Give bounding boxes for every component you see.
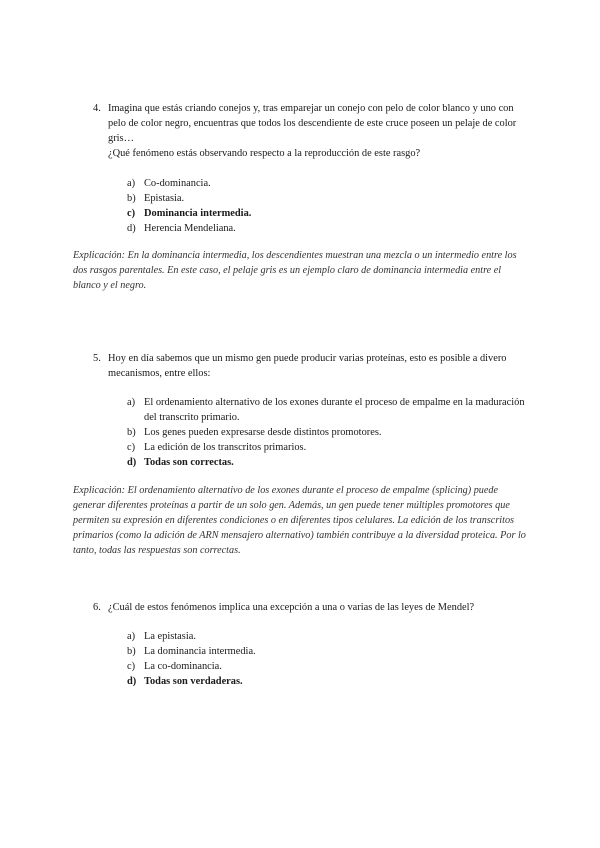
explanation-5: [73, 483, 528, 558]
options-list: [127, 395, 527, 470]
option-a[interactable]: a) El ordenamiento alternativo de los exones durante el proceso de empalme en la maduración del transcrito primario.: [127, 397, 525, 423]
explanation-text: El ordenamiento alternativo de los exones durante el proceso de empalme (splicing) puede generar diferentes proteínas a partir de un solo gen. Además, un gen puede tener múltiples promotores que permiten su expresión en diferentes condiciones o en diferentes tipos celulares. La edición de los transcritos primarios (como la adición de ARN mensajero alternativo) también contribuye a la diversidad proteica. Por lo tanto, todas las respuestas son correctas.: [73, 485, 526, 556]
question-4: [93, 101, 533, 161]
option-c-correct[interactable]: c) Dominancia intermedia.: [127, 208, 252, 219]
options-list: [127, 176, 527, 236]
option-d-correct[interactable]: d) Todas son correctas.: [127, 457, 234, 468]
option-c[interactable]: c) La edición de los transcritos primarios.: [127, 442, 307, 453]
option-b[interactable]: b) Los genes pueden expresarse desde distintos promotores.: [127, 427, 382, 438]
question-text: ¿Cuál de estos fenómenos implica una excepción a una o varias de las leyes de Mendel?: [108, 602, 475, 613]
option-d[interactable]: d) Herencia Mendeliana.: [127, 223, 236, 234]
explanation-text: En la dominancia intermedia, los descendientes muestran una mezcla o un intermedio entre los dos rasgos parentales. En este caso, el pelaje gris es un ejemplo claro de dominancia intermedia entre el blanco y el negro.: [73, 250, 517, 291]
question-5: [93, 351, 533, 381]
option-b[interactable]: b) La dominancia intermedia.: [127, 646, 256, 657]
option-d-correct[interactable]: d) Todas son verdaderas.: [127, 676, 243, 687]
option-a[interactable]: a) La epistasia.: [127, 631, 196, 642]
explanation-label: Explicación:: [73, 250, 126, 261]
question-text: Hoy en día sabemos que un mismo gen puede producir varias proteínas, esto es posible a divero mecanismos, entre ellos:: [108, 353, 507, 379]
question-subtext: ¿Qué fenómeno estás observando respecto a la reproducción de este rasgo?: [108, 148, 421, 159]
option-b[interactable]: b) Epistasia.: [127, 193, 185, 204]
explanation-4: [73, 248, 528, 293]
question-number: 4.: [93, 103, 101, 114]
explanation-label: Explicación:: [73, 485, 126, 496]
question-number: 5.: [93, 353, 101, 364]
question-text: Imagina que estás criando conejos y, tras emparejar un conejo con pelo de color blanco y uno con pelo de color negro, encuentras que todos los descendiente de este cruce poseen un pelaje de color gris…: [108, 103, 517, 144]
question-6: [93, 600, 533, 615]
option-c[interactable]: c) La co-dominancia.: [127, 661, 222, 672]
question-number: 6.: [93, 602, 101, 613]
options-list: [127, 629, 527, 689]
option-a[interactable]: a) Co-dominancia.: [127, 178, 211, 189]
